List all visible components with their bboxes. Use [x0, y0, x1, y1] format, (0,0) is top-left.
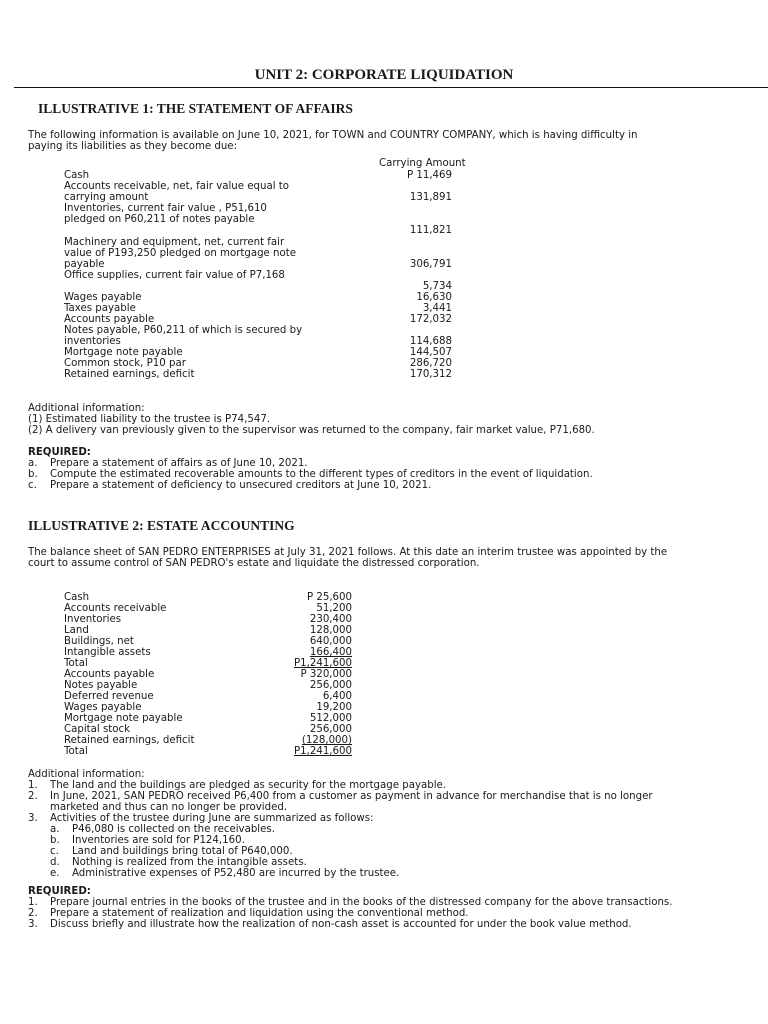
activity-item: b. Inventories are sold for P124,160. [50, 835, 245, 846]
additional-info-item: 3. Activities of the trustee during June are summarized as follows: [28, 813, 374, 824]
additional-info-title: Additional information: [28, 769, 145, 780]
required-item: 2. Prepare a statement of realization and liquidation using the conventional method. [28, 908, 469, 919]
illustrative-1-heading: ILLUSTRATIVE 1: THE STATEMENT OF AFFAIRS [38, 101, 353, 116]
balance-value: 230,400 [309, 614, 352, 625]
intro-line: court to assume control of SAN PEDRO's estate and liquidate the distressed corporation. [28, 558, 480, 569]
illustrative-2-heading: ILLUSTRATIVE 2: ESTATE ACCOUNTING [28, 518, 295, 533]
amount: 170,312 [409, 369, 452, 380]
balance-label: Cash [64, 592, 90, 603]
balance-label: Accounts payable [64, 669, 155, 680]
column-header: Carrying Amount [379, 158, 466, 169]
balance-value: (128,000) [301, 735, 352, 746]
item-label: pledged on P60,211 of notes payable [64, 214, 255, 225]
balance-value: 128,000 [309, 625, 352, 636]
required-item: 3. Discuss briefly and illustrate how the realization of non-cash asset is accounted for under the book value method. [28, 919, 632, 930]
balance-label: Total [64, 658, 88, 669]
balance-label: Deferred revenue [64, 691, 154, 702]
balance-label: Buildings, net [64, 636, 134, 647]
required-title: REQUIRED: [28, 447, 91, 458]
additional-info-item: (1) Estimated liability to the trustee is P74,547. [28, 414, 271, 425]
amount: P 11,469 [406, 170, 452, 181]
intro-line: The following information is available on June 10, 2021, for TOWN and COUNTRY COMPANY, which is having difficulty in [28, 130, 638, 141]
balance-value: 512,000 [309, 713, 352, 724]
item-label: Notes payable, P60,211 of which is secured by [64, 325, 303, 336]
additional-info-item: (2) A delivery van previously given to the supervisor was returned to the company, fair market value, P71,680. [28, 425, 595, 436]
item-label: Inventories, current fair value , P51,610 [64, 203, 267, 214]
balance-value: 256,000 [309, 724, 352, 735]
balance-value: 640,000 [309, 636, 352, 647]
amount: 144,507 [409, 347, 452, 358]
balance-total: P1,241,600 [294, 658, 352, 669]
amount: 5,734 [422, 281, 452, 292]
amount: 172,032 [409, 314, 452, 325]
activity-item: d. Nothing is realized from the intangible assets. [50, 857, 307, 868]
required-item: 1. Prepare journal entries in the books of the trustee and in the books of the distressed company for the above transactions. [28, 897, 673, 908]
balance-value: 6,400 [322, 691, 352, 702]
balance-label: Land [64, 625, 89, 636]
balance-label: Capital stock [64, 724, 130, 735]
item-label: Machinery and equipment, net, current fair [64, 237, 285, 248]
balance-value: 166,400 [309, 647, 352, 658]
additional-info-item: marketed and thus can no longer be provided. [50, 802, 288, 813]
item-label: Retained earnings, deficit [64, 369, 195, 380]
activity-item: e. Administrative expenses of P52,480 are incurred by the trustee. [50, 868, 400, 879]
balance-label: Notes payable [64, 680, 138, 691]
item-label: inventories [64, 336, 121, 347]
balance-value: 51,200 [316, 603, 352, 614]
additional-info-title: Additional information: [28, 403, 145, 414]
item-label: Mortgage note payable [64, 347, 183, 358]
balance-label: Total [64, 746, 88, 757]
amount: 3,441 [422, 303, 452, 314]
page-title: UNIT 2: CORPORATE LIQUIDATION [254, 67, 514, 83]
amount: 114,688 [409, 336, 452, 347]
intro-line: paying its liabilities as they become due: [28, 141, 237, 152]
balance-label: Retained earnings, deficit [64, 735, 195, 746]
additional-info-item: 2. In June, 2021, SAN PEDRO received P6,400 from a customer as payment in advance for merchandise that is no longer [28, 791, 653, 802]
required-item: b. Compute the estimated recoverable amounts to the different types of creditors in the event of liquidation. [28, 469, 593, 480]
balance-value: 19,200 [316, 702, 352, 713]
balance-label: Mortgage note payable [64, 713, 183, 724]
title-rule [14, 87, 768, 88]
balance-label: Intangible assets [64, 647, 151, 658]
item-label: Office supplies, current fair value of P7,168 [64, 270, 285, 281]
amount: 306,791 [409, 259, 452, 270]
balance-label: Accounts receivable [64, 603, 167, 614]
balance-value: 256,000 [309, 680, 352, 691]
item-label: Wages payable [64, 292, 142, 303]
balance-label: Wages payable [64, 702, 142, 713]
required-item: a. Prepare a statement of affairs as of June 10, 2021. [28, 458, 308, 469]
item-label: Accounts payable [64, 314, 155, 325]
intro-line: The balance sheet of SAN PEDRO ENTERPRISES at July 31, 2021 follows. At this date an interim trustee was appointed by the [28, 547, 668, 558]
activity-item: a. P46,080 is collected on the receivables. [50, 824, 275, 835]
balance-value: P 25,600 [306, 592, 352, 603]
amount: 131,891 [409, 192, 452, 203]
activity-item: c. Land and buildings bring total of P640,000. [50, 846, 293, 857]
additional-info-item: 1. The land and the buildings are pledged as security for the mortgage payable. [28, 780, 447, 791]
amount: 16,630 [416, 292, 452, 303]
item-label: Taxes payable [64, 303, 136, 314]
required-item: c. Prepare a statement of deficiency to unsecured creditors at June 10, 2021. [28, 480, 432, 491]
item-label: payable [64, 259, 105, 270]
balance-label: Inventories [64, 614, 122, 625]
item-label: Cash [64, 170, 90, 181]
balance-value: P 320,000 [300, 669, 352, 680]
balance-total: P1,241,600 [294, 746, 352, 757]
item-label: carrying amount [64, 192, 149, 203]
item-label: Common stock, P10 par [64, 358, 186, 369]
amount: 111,821 [409, 225, 452, 236]
required-title: REQUIRED: [28, 886, 91, 897]
amount: 286,720 [409, 358, 452, 369]
item-label: value of P193,250 pledged on mortgage note [64, 248, 297, 259]
item-label: Accounts receivable, net, fair value equal to [64, 181, 289, 192]
